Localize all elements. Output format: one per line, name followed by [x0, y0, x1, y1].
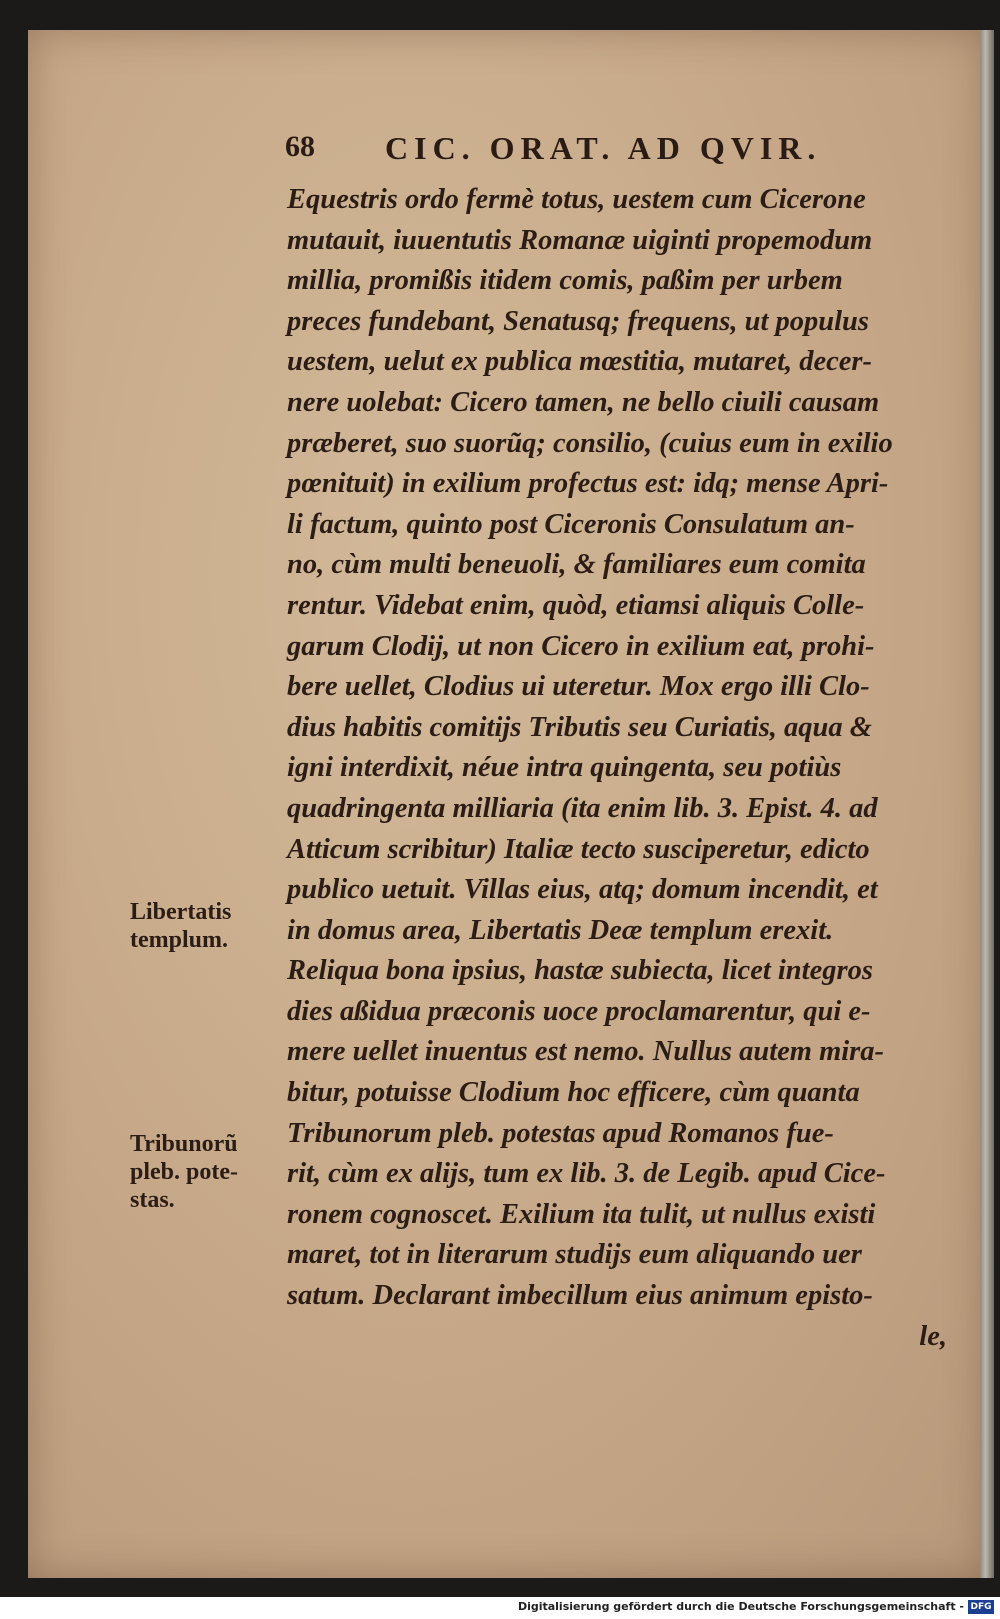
dfg-logo: DFG: [968, 1600, 994, 1614]
text-line: uestem, uelut ex publica mœstitia, mutaret, decer-: [287, 346, 873, 378]
margin-note-line: Libertatis: [130, 899, 232, 925]
text-line: rit, cùm ex alijs, tum ex lib. 3. de Legib. apud Cice-: [287, 1158, 886, 1190]
margin-note-line: templum.: [130, 927, 228, 953]
text-line: Atticum scribitur) Italiæ tecto susciperetur, edicto: [287, 833, 870, 865]
page-edge: [980, 30, 994, 1578]
margin-note-line: Tribunorũ: [130, 1131, 238, 1157]
text-line: le,: [919, 1320, 947, 1352]
text-line: dius habitis comitijs Tributis seu Curiatis, aqua &: [287, 711, 872, 743]
text-line: no, cùm multi beneuoli, & familiares eum comita: [287, 549, 866, 581]
text-line: Equestris ordo fermè totus, uestem cum Cicerone: [287, 184, 866, 215]
text-line: publico uetuit. Villas eius, atq; domum incendit, et: [287, 874, 878, 906]
text-line: bere uellet, Clodius ui uteretur. Mox ergo illi Clo-: [287, 671, 870, 703]
text-line: Reliqua bona ipsius, hastæ subiecta, licet integros: [287, 955, 873, 987]
page-number: 68: [285, 130, 315, 163]
text-line: mutauit, iuuentutis Romanæ uiginti propemodum: [287, 224, 873, 256]
margin-note-tribunorum: [130, 1130, 275, 1214]
text-line: garum Clodij, ut non Cicero in exilium eat, prohi-: [287, 630, 875, 662]
text-line: li factum, quinto post Ciceronis Consulatum an-: [287, 508, 855, 540]
running-title: CIC. ORAT. AD QVIR.: [385, 130, 822, 166]
text-line: bitur, potuisse Clodium hoc efficere, cùm quanta: [287, 1077, 860, 1109]
text-line: pœnituit) in exilium profectus est: idq; mense Apri-: [287, 468, 889, 500]
text-line: quadringenta milliaria (ita enim lib. 3. Epist. 4. ad: [287, 792, 878, 824]
text-line: igni interdixit, néue intra quingenta, seu potiùs: [287, 752, 842, 784]
text-line: nere uolebat: Cicero tamen, ne bello ciuili causam: [287, 386, 880, 418]
text-line: in domus area, Libertatis Deæ templum erexit.: [287, 914, 834, 946]
text-line: satum. Declarant imbecillum eius animum episto-: [287, 1280, 873, 1312]
text-line: Tribunorum pleb. potestas apud Romanos fue-: [287, 1117, 834, 1149]
margin-note-line: stas.: [130, 1187, 175, 1213]
text-line: millia, promißis itidem comis, paßim per urbem: [287, 265, 843, 297]
text-line: dies aßidua præconis uoce proclamarentur, qui e-: [287, 995, 871, 1027]
margin-note-line: pleb. pote-: [130, 1159, 238, 1185]
text-line: maret, tot in literarum studijs eum aliquando uer: [287, 1239, 862, 1271]
text-line: præberet, suo suorũq; consilio, (cuius eum in exilio: [287, 427, 893, 459]
margin-note-libertatis: [130, 898, 275, 954]
funding-credit: Digitalisierung gefördert durch die Deutsche Forschungsgemeinschaft -: [517, 1600, 964, 1613]
text-line: mere uellet inuentus est nemo. Nullus autem mira-: [287, 1036, 884, 1068]
text-line: preces fundebant, Senatusq; frequens, ut populus: [287, 305, 869, 337]
body-text: [287, 180, 967, 1357]
text-line: rentur. Videbat enim, quòd, etiamsi aliquis Colle-: [287, 589, 865, 621]
text-line: ronem cognoscet. Exilium ita tulit, ut nullus existi: [287, 1198, 876, 1230]
